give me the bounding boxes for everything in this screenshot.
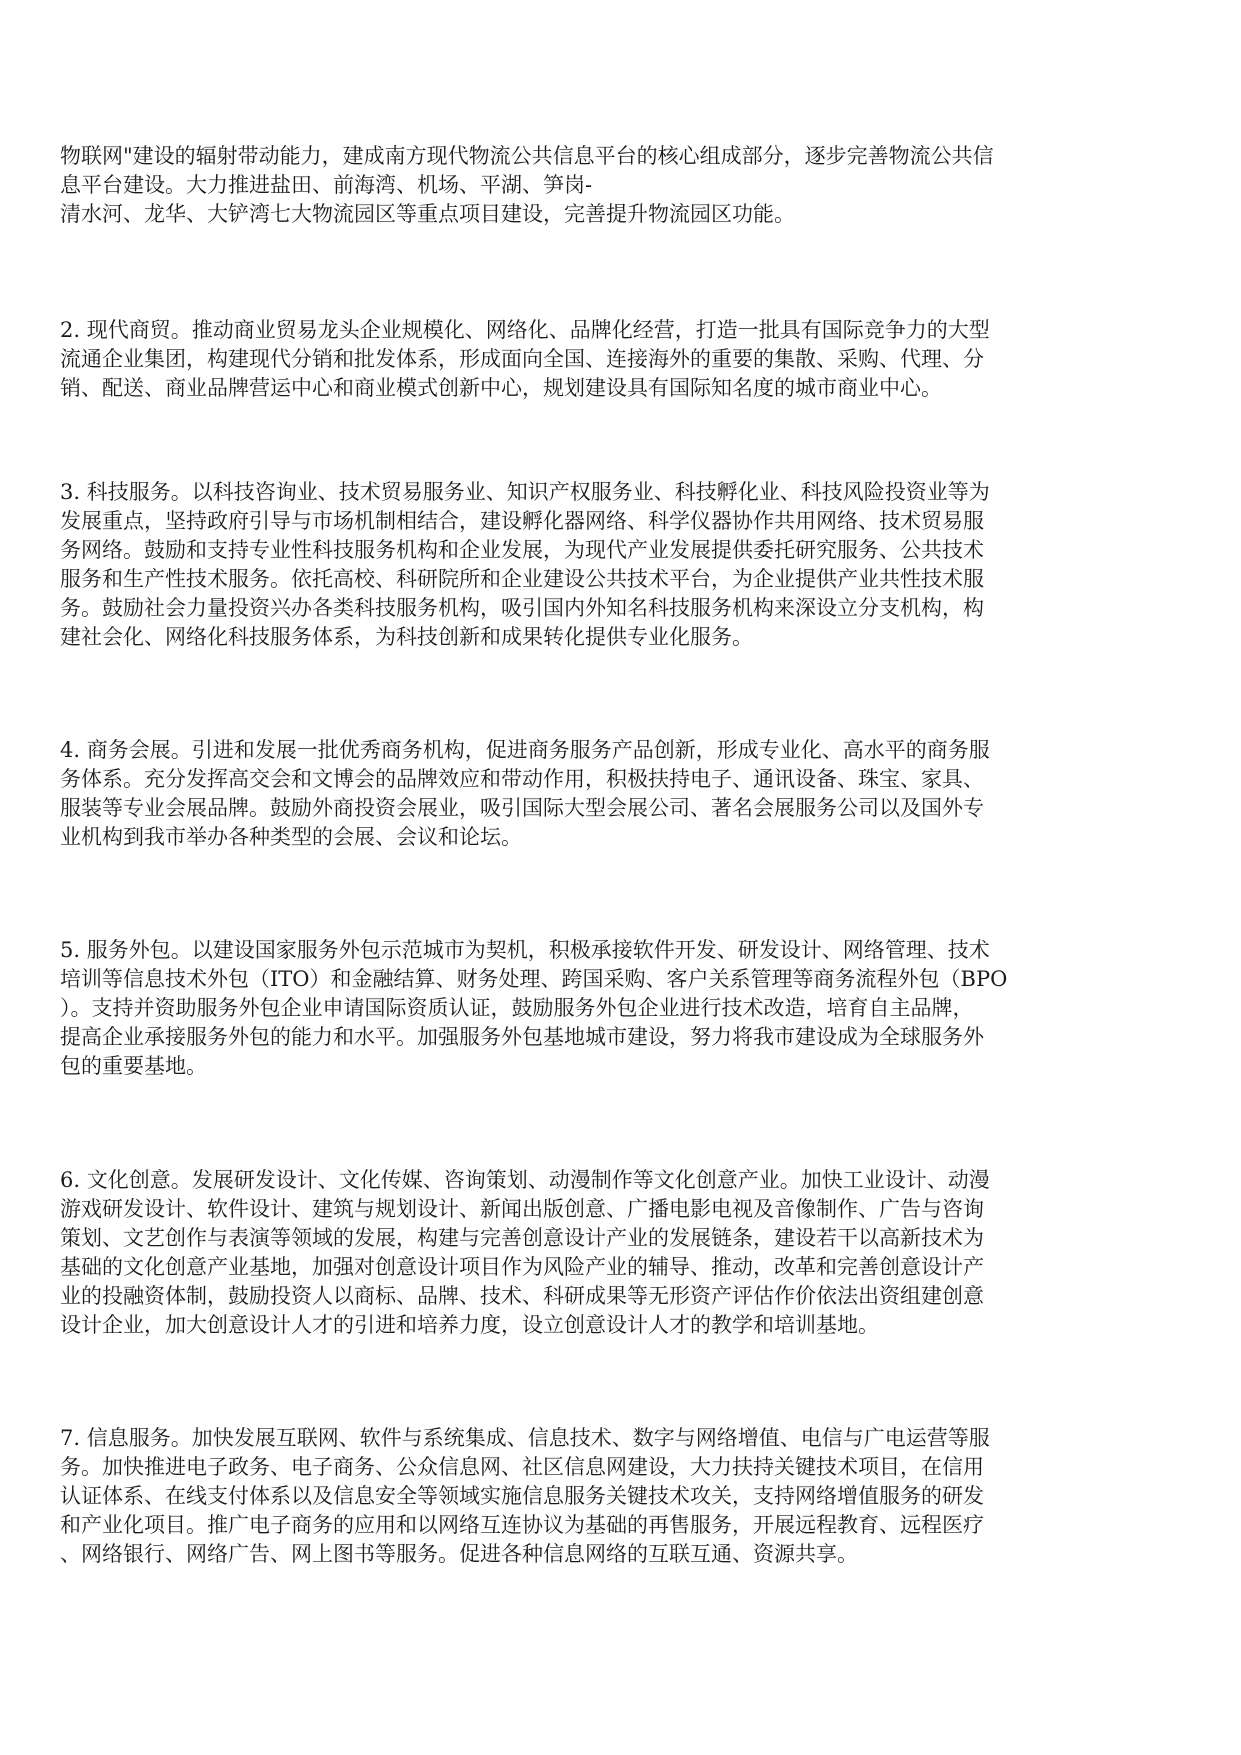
text-line: 培训等信息技术外包（ITO）和金融结算、财务处理、跨国采购、客户关系管理等商务流程外包（BPO <box>60 967 1008 991</box>
text-line: 和产业化项目。推广电子商务的应用和以网络互连协议为基础的再售服务，开展远程教育、远程医疗 <box>60 1513 984 1537</box>
text-line: 务。鼓励社会力量投资兴办各类科技服务机构，吸引国内外知名科技服务机构来深设立分支机构，构 <box>60 596 984 620</box>
text-line: 销、配送、商业品牌营运中心和商业模式创新中心，规划建设具有国际知名度的城市商业中心。 <box>60 376 942 400</box>
text-line: 基础的文化创意产业基地，加强对创意设计项目作为风险产业的辅导、推动，改革和完善创意设计产 <box>60 1255 984 1279</box>
text-line: 清水河、龙华、大铲湾七大物流园区等重点项目建设，完善提升物流园区功能。 <box>60 202 795 226</box>
text-line: 包的重要基地。 <box>60 1054 207 1078</box>
text-line: 、网络银行、网络广告、网上图书等服务。促进各种信息网络的互联互通、资源共享。 <box>60 1542 858 1566</box>
text-line: 物联网"建设的辐射带动能力，建成南方现代物流公共信息平台的核心组成部分，逐步完善物流公共信 <box>60 144 994 168</box>
text-line: 2. 现代商贸。推动商业贸易龙头企业规模化、网络化、品牌化经营，打造一批具有国际竞争力的大型 <box>60 318 990 342</box>
text-line: 发展重点，坚持政府引导与市场机制相结合，建设孵化器网络、科学仪器协作共用网络、技术贸易服 <box>60 509 984 533</box>
paragraph-service-outsourcing <box>60 936 1190 1081</box>
text-line: 务网络。鼓励和支持专业性科技服务机构和企业发展，为现代产业发展提供委托研究服务、公共技术 <box>60 538 984 562</box>
text-line: 流通企业集团，构建现代分销和批发体系，形成面向全国、连接海外的重要的集散、采购、代理、分 <box>60 347 984 371</box>
text-line: 业的投融资体制，鼓励投资人以商标、品牌、技术、科研成果等无形资产评估作价依法出资组建创意 <box>60 1284 984 1308</box>
paragraph-cultural-creative <box>60 1166 1190 1340</box>
text-line: 4. 商务会展。引进和发展一批优秀商务机构，促进商务服务产品创新，形成专业化、高水平的商务服 <box>60 738 990 762</box>
paragraph-modern-commerce <box>60 316 1190 403</box>
text-line: 设计企业，加大创意设计人才的引进和培养力度，设立创意设计人才的教学和培训基地。 <box>60 1313 879 1337</box>
text-line: 3. 科技服务。以科技咨询业、技术贸易服务业、知识产权服务业、科技孵化业、科技风险投资业等为 <box>60 480 990 504</box>
text-line: ）。支持并资助服务外包企业申请国际资质认证，鼓励服务外包企业进行技术改造，培育自主品牌， <box>60 996 974 1020</box>
text-line: 策划、文艺创作与表演等领域的发展，构建与完善创意设计产业的发展链条，建设若干以高新技术为 <box>60 1226 984 1250</box>
text-line: 息平台建设。大力推进盐田、前海湾、机场、平湖、笋岗- <box>60 173 593 197</box>
paragraph-business-exhibition <box>60 736 1190 852</box>
text-line: 游戏研发设计、软件设计、建筑与规划设计、新闻出版创意、广播电影电视及音像制作、广告与咨询 <box>60 1197 984 1221</box>
text-line: 务体系。充分发挥高交会和文博会的品牌效应和带动作用，积极扶持电子、通讯设备、珠宝、家具、 <box>60 767 984 791</box>
paragraph-tech-services <box>60 478 1190 652</box>
text-line: 务。加快推进电子政务、电子商务、公众信息网、社区信息网建设，大力扶持关键技术项目，在信用 <box>60 1455 984 1479</box>
text-line: 提高企业承接服务外包的能力和水平。加强服务外包基地城市建设，努力将我市建设成为全球服务外 <box>60 1025 984 1049</box>
text-line: 建社会化、网络化科技服务体系，为科技创新和成果转化提供专业化服务。 <box>60 625 753 649</box>
text-line: 7. 信息服务。加快发展互联网、软件与系统集成、信息技术、数字与网络增值、电信与广电运营等服 <box>60 1426 990 1450</box>
paragraph-information-services <box>60 1424 1190 1569</box>
text-line: 5. 服务外包。以建设国家服务外包示范城市为契机，积极承接软件开发、研发设计、网络管理、技术 <box>60 938 990 962</box>
text-line: 认证体系、在线支付体系以及信息安全等领域实施信息服务关键技术攻关，支持网络增值服务的研发 <box>60 1484 984 1508</box>
text-line: 6. 文化创意。发展研发设计、文化传媒、咨询策划、动漫制作等文化创意产业。加快工业设计、动漫 <box>60 1168 990 1192</box>
paragraph-logistics-continued <box>60 142 1190 229</box>
text-line: 服装等专业会展品牌。鼓励外商投资会展业，吸引国际大型会展公司、著名会展服务公司以及国外专 <box>60 796 984 820</box>
text-line: 服务和生产性技术服务。依托高校、科研院所和企业建设公共技术平台，为企业提供产业共性技术服 <box>60 567 984 591</box>
text-line: 业机构到我市举办各种类型的会展、会议和论坛。 <box>60 825 522 849</box>
